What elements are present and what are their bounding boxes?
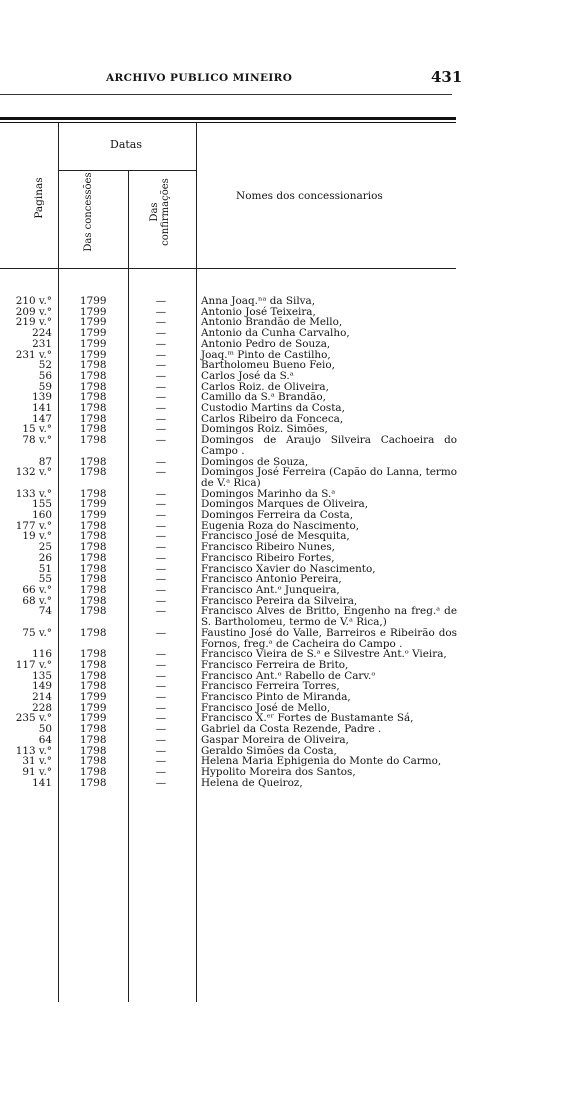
concessionaire-name: Francisco Alves de Britto, Engenho na freg.ᵃ de S. Bartholomeu, termo de V.ᵃ Rica,) (201, 605, 457, 629)
concession-year: 1798 (80, 733, 107, 746)
confirmation-mark: — (155, 605, 167, 618)
confirmation-mark: — (155, 755, 167, 768)
concession-year: 1798 (80, 412, 107, 425)
concessionaire-name: Domingos José Ferreira (Capão do Lanna, termo de V.ᵃ Rica) (201, 466, 457, 489)
confirmation-mark: — (155, 295, 167, 307)
page-ref: 235 v.° (15, 712, 52, 725)
concessionaire-name: Faustino José do Valle, Barreiros e Ribeirão dos Fornos, freg.ᵃ de Cacheira do Campo . (201, 626, 457, 650)
page-ref: 155 (32, 498, 52, 511)
concessionaire-name: Domingos Marinho da S.ᵃ (201, 487, 336, 500)
concessionaire-name: Geraldo Simões da Costa, (201, 744, 337, 757)
concessionaire-name: Francisco Ribeiro Fortes, (201, 551, 335, 564)
confirmation-mark: — (155, 369, 167, 382)
confirmation-mark: — (155, 423, 167, 436)
confirmation-mark: — (155, 327, 167, 340)
concessionaire-name: Eugenia Roza do Nascimento, (201, 519, 360, 532)
concession-year: 1798 (80, 487, 107, 500)
confirmation-mark: — (155, 594, 167, 607)
confirmation-mark: — (155, 466, 167, 479)
page-ref: 59 (38, 380, 52, 393)
page-ref: 139 (32, 391, 52, 404)
page-ref: 117 v.° (15, 658, 52, 671)
page-ref: 91 v.° (22, 765, 52, 778)
confirmation-mark: — (155, 509, 167, 522)
page-ref: 25 (38, 541, 52, 554)
concessionaire-name: Francisco Ant.ᵒ Rabello de Carv.ᵒ (201, 669, 376, 682)
confirmation-mark: — (155, 348, 167, 361)
confirmation-mark: — (155, 691, 167, 704)
concessionaire-name: Helena Maria Ephigenia do Monte do Carmo, (201, 755, 442, 768)
concessionaire-name: Francisco Antonio Pereira, (201, 573, 342, 586)
concession-year: 1798 (80, 658, 107, 671)
confirmation-mark: — (155, 701, 167, 714)
page-ref: 68 v.° (22, 594, 52, 607)
concessionaire-name: Camillo da S.ᵃ Brandão, (201, 391, 326, 404)
concession-year: 1799 (80, 691, 107, 704)
concessions-table (0, 296, 460, 788)
confirmation-mark: — (155, 498, 167, 511)
concession-year: 1798 (80, 423, 107, 436)
confirmacoes-heading: Das confirmações (149, 178, 171, 246)
confirmation-mark: — (155, 712, 167, 725)
page-ref: 113 v.° (15, 744, 52, 757)
datas-underline (58, 170, 196, 171)
concessionaire-name: Francisco Pinto de Miranda, (201, 691, 351, 704)
concessionaire-name: Francisco Xavier do Nascimento, (201, 562, 376, 575)
page-header (0, 68, 583, 88)
concessionaire-name: Francisco Pereira da Silveira, (201, 594, 358, 607)
confirmation-mark: — (155, 391, 167, 404)
confirmation-mark: — (155, 455, 167, 468)
concessionaire-name: Francisco José de Mesquita, (201, 530, 350, 543)
page-ref: 56 (38, 369, 52, 382)
concession-year: 1798 (80, 776, 107, 789)
concession-year: 1798 (80, 551, 107, 564)
page-ref: 66 v.° (22, 583, 52, 596)
concession-year: 1798 (80, 605, 107, 618)
concessionaire-name: Domingos Roiz. Simões, (201, 423, 328, 436)
concession-year: 1798 (80, 402, 107, 415)
page-ref: 55 (38, 573, 52, 586)
concessionaire-name: Domingos de Araujo Silveira Cachoeira do Campo . (201, 434, 457, 457)
concession-year: 1798 (80, 626, 107, 639)
confirmation-mark: — (155, 359, 167, 372)
confirmation-mark: — (155, 412, 167, 425)
concession-year: 1799 (80, 509, 107, 522)
concession-year: 1799 (80, 327, 107, 340)
confirmation-mark: — (155, 776, 167, 789)
concessionaire-name: Francisco Ribeiro Nunes, (201, 541, 335, 554)
page-ref: 149 (32, 680, 52, 693)
concession-year: 1799 (80, 305, 107, 318)
table-row (0, 553, 460, 564)
concessionaire-name: Francisco X.ᵉʳ Fortes de Bustamante Sá, (201, 712, 414, 725)
concession-year: 1798 (80, 541, 107, 554)
confirmation-mark: — (155, 337, 167, 350)
concession-year: 1799 (80, 701, 107, 714)
concession-year: 1799 (80, 498, 107, 511)
concession-year: 1798 (80, 755, 107, 768)
page-ref: 87 (38, 455, 52, 468)
page-ref: 15 v.° (22, 423, 52, 436)
page-ref: 177 v.° (15, 519, 52, 532)
concession-year: 1799 (80, 348, 107, 361)
table-row (0, 467, 460, 488)
table-row (0, 778, 460, 789)
concessionaire-name: Francisco Vieira de S.ᵃ e Silvestre Ant.ᵒ Vieira, (201, 648, 447, 661)
concession-year: 1798 (80, 434, 107, 447)
confirmation-mark: — (155, 551, 167, 564)
concessionaire-name: Francisco Ferreira de Brito, (201, 658, 349, 671)
concession-year: 1798 (80, 744, 107, 757)
confirmation-mark: — (155, 305, 167, 318)
concessionaire-name: Domingos de Souza, (201, 455, 309, 468)
concessionaire-name: Antonio José Teixeira, (201, 305, 316, 318)
concession-year: 1798 (80, 680, 107, 693)
concessionaire-name: Helena de Queiroz, (201, 776, 303, 789)
page-ref: 228 (32, 701, 52, 714)
confirmation-mark: — (155, 583, 167, 596)
confirmation-mark: — (155, 669, 167, 682)
confirmation-mark: — (155, 402, 167, 415)
concessionaire-name: Francisco Ferreira Torres, (201, 680, 340, 693)
concession-year: 1798 (80, 765, 107, 778)
running-title: ARCHIVO PUBLICO MINEIRO (106, 72, 293, 84)
concession-year: 1798 (80, 594, 107, 607)
header-rule (0, 94, 452, 95)
concession-year: 1799 (80, 316, 107, 329)
confirmation-mark: — (155, 562, 167, 575)
page-ref: 141 (32, 776, 52, 789)
concession-year: 1798 (80, 369, 107, 382)
confirmation-mark: — (155, 316, 167, 329)
concession-year: 1798 (80, 466, 107, 479)
page-ref: 219 v.° (15, 316, 52, 329)
nomes-heading: Nomes dos concessionarios (236, 190, 383, 202)
page-ref: 26 (38, 551, 52, 564)
table-row (0, 606, 460, 627)
confirmation-mark: — (155, 541, 167, 554)
confirmation-mark: — (155, 765, 167, 778)
concession-year: 1798 (80, 519, 107, 532)
page-ref: 52 (38, 359, 52, 372)
concession-year: 1798 (80, 530, 107, 543)
table-row (0, 435, 460, 456)
concession-year: 1798 (80, 669, 107, 682)
page-ref: 224 (32, 327, 52, 340)
page-ref: 51 (38, 562, 52, 575)
page-ref: 231 (32, 337, 52, 350)
head-bottom-rule (0, 268, 456, 269)
concessionaire-name: Carlos José da S.ᵃ (201, 369, 294, 382)
page-ref: 209 v.° (15, 305, 52, 318)
concession-year: 1799 (80, 337, 107, 350)
concession-year: 1798 (80, 583, 107, 596)
page-ref: 141 (32, 402, 52, 415)
concession-year: 1798 (80, 723, 107, 736)
concessionaire-name: Hypolito Moreira dos Santos, (201, 765, 356, 778)
table-row (0, 339, 460, 350)
concessionaire-name: Domingos Ferreira da Costa, (201, 509, 354, 522)
page-ref: 74 (38, 605, 52, 618)
page-ref: 210 v.° (15, 295, 52, 307)
table-top-rule (0, 117, 456, 120)
concessionaire-name: Custodio Martins da Costa, (201, 402, 345, 415)
page-ref: 75 v.° (22, 626, 52, 639)
confirmation-mark: — (155, 434, 167, 447)
confirmation-mark: — (155, 530, 167, 543)
page-ref: 31 v.° (22, 755, 52, 768)
confirmation-mark: — (155, 733, 167, 746)
concessionaire-name: Gabriel da Costa Rezende, Padre . (201, 723, 382, 736)
table-top-rule-inner (0, 122, 456, 123)
concessionaire-name: Domingos Marques de Oliveira, (201, 498, 369, 511)
concessionaire-name: Carlos Ribeiro da Fonceca, (201, 412, 344, 425)
concession-year: 1798 (80, 359, 107, 372)
page-ref: 147 (32, 412, 52, 425)
concession-year: 1798 (80, 391, 107, 404)
confirmation-mark: — (155, 744, 167, 757)
confirmation-mark: — (155, 648, 167, 661)
datas-heading: Datas (110, 138, 143, 151)
confirmation-mark: — (155, 680, 167, 693)
confirmation-mark: — (155, 487, 167, 500)
concessionaire-name: Joaq.ᵐ Pinto de Castilho, (201, 348, 331, 361)
page-ref: 135 (32, 669, 52, 682)
page-ref: 231 v.° (15, 348, 52, 361)
confirmation-mark: — (155, 573, 167, 586)
concessionaire-name: Antonio Pedro de Souza, (201, 337, 331, 350)
confirmation-mark: — (155, 658, 167, 671)
concessionaire-name: Bartholomeu Bueno Feio, (201, 359, 335, 372)
concession-year: 1798 (80, 573, 107, 586)
page-ref: 132 v.° (15, 466, 52, 479)
page-number: 431 (431, 68, 463, 86)
concessionaire-name: Francisco Ant.ᵒ Junqueira, (201, 583, 340, 596)
concessionaire-name: Carlos Roiz. de Oliveira, (201, 380, 329, 393)
page-ref: 19 v.° (22, 530, 52, 543)
page-ref: 116 (32, 648, 52, 661)
concessionaire-name: Francisco José de Mello, (201, 701, 331, 714)
confirmation-mark: — (155, 626, 167, 639)
page-ref: 64 (38, 733, 52, 746)
concession-year: 1798 (80, 380, 107, 393)
table-row (0, 628, 460, 649)
concessionaire-name: Anna Joaq.ⁿᵃ da Silva, (201, 295, 316, 307)
concession-year: 1798 (80, 648, 107, 661)
concessionaire-name: Antonio Brandão de Mello, (201, 316, 343, 329)
concessoes-heading: Das concessões (83, 172, 94, 252)
table-row (0, 660, 460, 671)
confirmation-mark: — (155, 519, 167, 532)
concession-year: 1799 (80, 295, 107, 307)
concession-year: 1798 (80, 455, 107, 468)
page-ref: 214 (32, 691, 52, 704)
concession-year: 1798 (80, 562, 107, 575)
confirmation-mark: — (155, 380, 167, 393)
page-ref: 50 (38, 723, 52, 736)
page-ref: 160 (32, 509, 52, 522)
table-row (0, 735, 460, 746)
paginas-heading: Paginas (33, 177, 45, 219)
concessionaire-name: Antonio da Cunha Carvalho, (201, 327, 350, 340)
confirmation-mark: — (155, 723, 167, 736)
page-ref: 78 v.° (22, 434, 52, 447)
concessionaire-name: Gaspar Moreira de Oliveira, (201, 733, 349, 746)
concession-year: 1799 (80, 712, 107, 725)
page-ref: 133 v.° (15, 487, 52, 500)
